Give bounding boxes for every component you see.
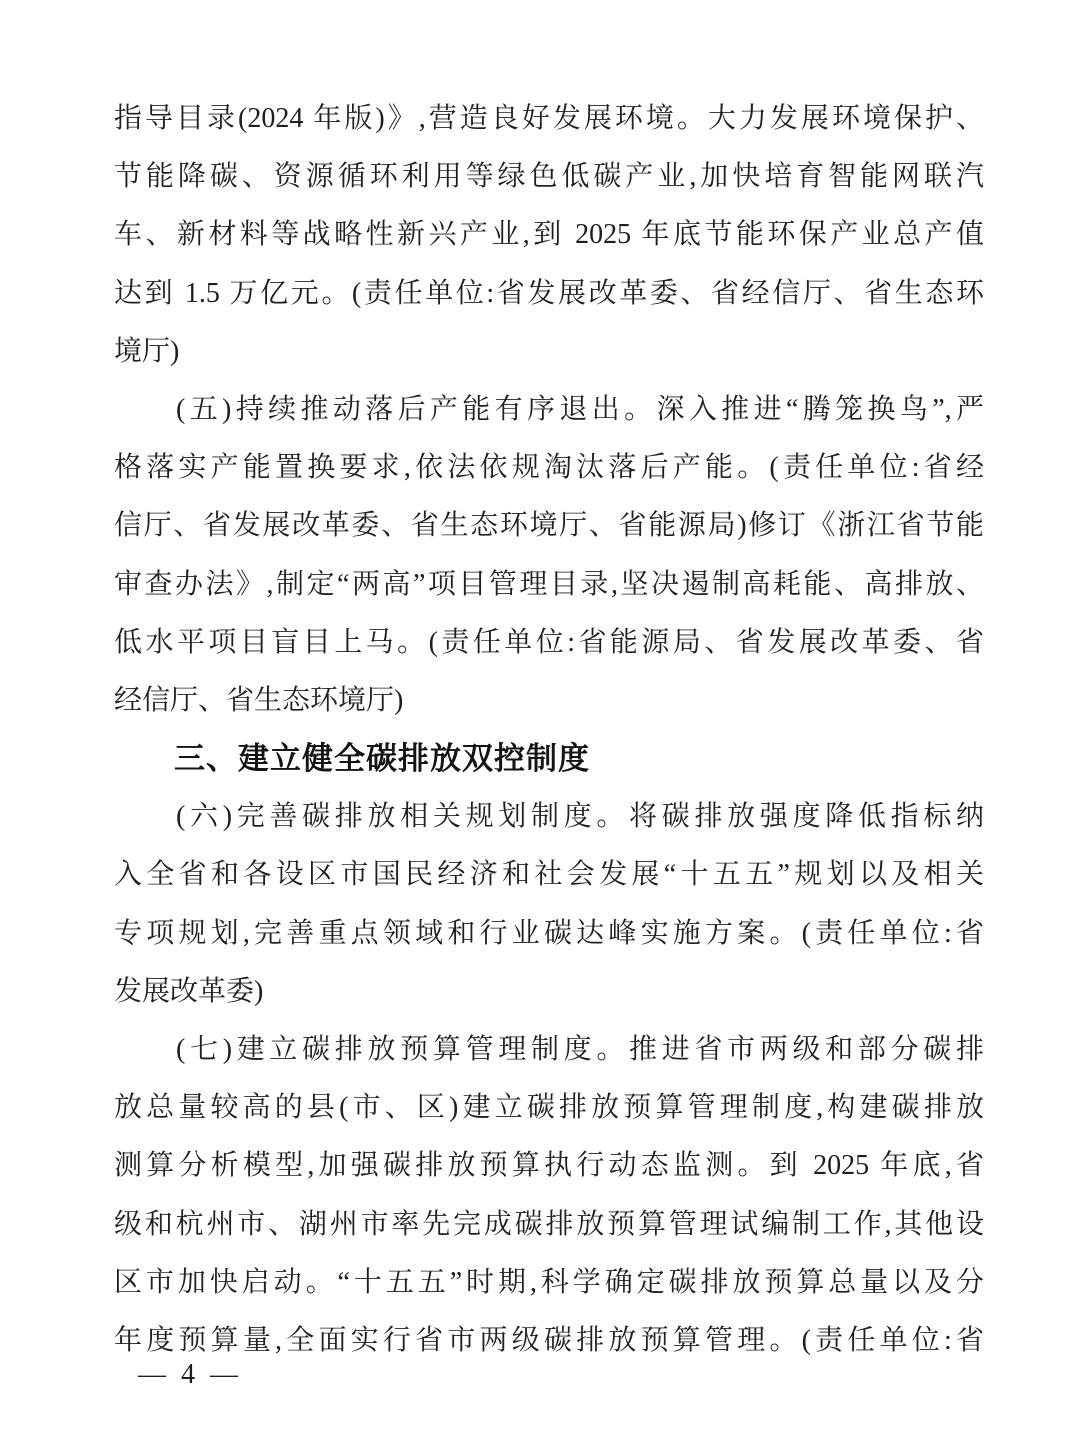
text-line: 节能降碳、资源循环利用等绿色低碳产业,加快培育智能网联汽	[114, 161, 984, 193]
text-line: 车、新材料等战略性新兴产业,到 2025 年底节能环保产业总产值	[114, 219, 984, 251]
text-line: 审查办法》,制定“两高”项目管理目录,坚决遏制高耗能、高排放、	[114, 568, 984, 600]
text-line: (六)完善碳排放相关规划制度。将碳排放强度降低指标纳	[176, 801, 984, 833]
text-line: 区市加快启动。“十五五”时期,科学确定碳排放预算总量以及分	[114, 1266, 984, 1298]
text-line: 达到 1.5 万亿元。(责任单位:省发展改革委、省经信厅、省生态环	[114, 277, 984, 309]
text-line: 年度预算量,全面实行省市两级碳排放预算管理。(责任单位:省	[114, 1324, 984, 1356]
text-line: 信厅、省发展改革委、省生态环境厅、省能源局)修订《浙江省节能	[114, 510, 984, 542]
text-line: 专项规划,完善重点领域和行业碳达峰实施方案。(责任单位:省	[114, 917, 984, 949]
text-line: 指导目录(2024 年版)》,营造良好发展环境。大力发展环境保护、	[114, 103, 984, 134]
text-line: (七)建立碳排放预算管理制度。推进省市两级和部分碳排	[176, 1034, 984, 1065]
text-line: 格落实产能置换要求,依法依规淘汰落后产能。(责任单位:省经	[114, 452, 984, 484]
page-number: — 4 —	[138, 1359, 242, 1390]
text-line: (五)持续推动落后产能有序退出。深入推进“腾笼换鸟”,严	[176, 393, 984, 425]
section-heading: 三、建立健全碳排放双控制度	[174, 741, 590, 777]
text-line: 发展改革委)	[114, 975, 264, 1007]
text-line: 低水平项目盲目上马。(责任单位:省能源局、省发展改革委、省	[114, 626, 984, 658]
text-line: 境厅)	[114, 335, 180, 367]
text-line: 级和杭州市、湖州市率先完成碳排放预算管理试编制工作,其他设	[114, 1208, 984, 1240]
text-line: 测算分析模型,加强碳排放预算执行动态监测。到 2025 年底,省	[114, 1150, 984, 1182]
document-body	[114, 90, 984, 1370]
text-line: 放总量较高的县(市、区)建立碳排放预算管理制度,构建碳排放	[114, 1092, 984, 1124]
text-line: 经信厅、省生态环境厅)	[114, 684, 404, 716]
text-line: 入全省和各设区市国民经济和社会发展“十五五”规划以及相关	[114, 859, 984, 891]
